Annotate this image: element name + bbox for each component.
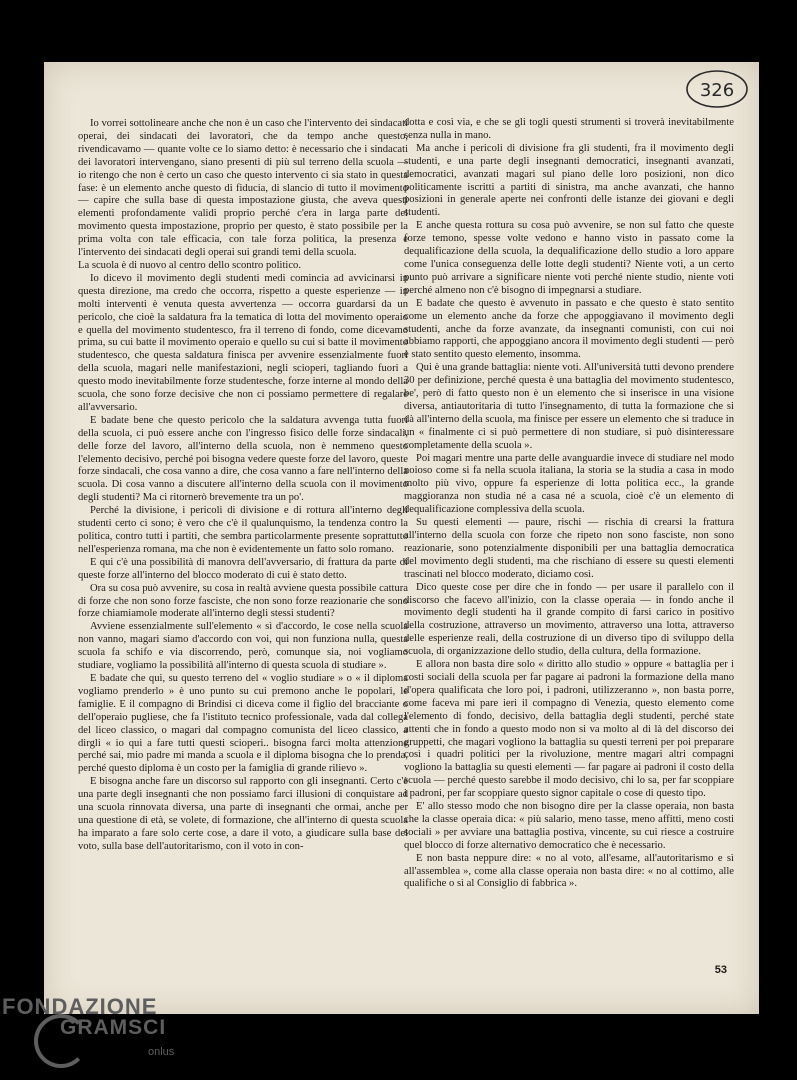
paragraph: Poi magari mentre una parte delle avanguardie invece di studiare nel modo noioso come si fa nella scuola italiana, la storia se la studia a casa in modo molto più vivo, oppure fa esperienze di lotta politica ecc., la grande maggioranza non studia né a casa né a scuola, cioè c'è un elemento di dequalificazione complessiva della scuola. xyxy=(404,452,734,516)
right-column xyxy=(404,117,734,891)
page-number: 53 xyxy=(714,964,727,976)
paragraph: Avviene essenzialmente sull'elemento « sì d'accordo, le cose nella scuola non vanno, magari siamo d'accordo con voi, qui non funziona nulla, questa scuola fa schifo e via discorrendo, però, comunque sia, noi vogliamo studiare, vogliamo la possibilità all'interno di questa scuola di studiare ». xyxy=(78,621,408,672)
paragraph: Ora su cosa può avvenire, su cosa in realtà avviene questa possibile cattura di forze che non sono forze fasciste, che non sono forze reazionarie che sono forze chiamiamole moderate all'interno degli stessi studenti? xyxy=(78,582,408,620)
paragraph: E badate bene che questo pericolo che la saldatura avvenga tutta fuori della scuola, ci può essere anche con l'ingresso fisico delle forze sindacali, delle forze del lavoro, all'interno della scuola, non è nemmeno questo l'elemento decisivo, perché poi bisogna vedere queste forze del lavoro, queste forze sindacali, che cosa vanno a dire, che cosa vanno a fare nell'interno della scuola. Di cosa vanno a discutere all'interno della scuola con il movimento degli studenti? Ma ci ritornerò brevemente tra un po'. xyxy=(78,414,408,504)
left-column xyxy=(78,118,408,854)
paragraph: Perché la divisione, i pericoli di divisione e di rottura all'interno degli studenti certo ci sono; è vero che c'è il qualunquismo, la tendenza contro la politica, contro tutti i partiti, che sembra particolarmente presente soprattutto nell'esperienza romana, ma che non è evidentemente un fatto solo romano. xyxy=(78,505,408,555)
scanned-page xyxy=(44,62,759,1014)
paragraph: E badate che questo è avvenuto in passato e che questo è stato sentito come un elemento anche da forze che appoggiavano il movimento degli studenti, anche da forze avanzate, da insegnanti comunisti, con cui noi abbiamo rapporti, che appoggiano ancora il movimento degli studenti — però è stato sentito questo elemento, insomma. xyxy=(404,297,734,361)
paragraph: E allora non basta dire solo « diritto allo studio » oppure « battaglia per i costi sociali della scuola per far pagare ai padroni la formazione della mano d'opera qualificata che loro poi, i padroni, utilizzeranno », non basta porre, come faceva mi pare ieri il compagno di Venezia, questo elemento come l'elemento di fondo, decisivo, della battaglia degli studenti, perché state attenti che in fondo a questo modo non si va molto al di là del discorso dei gruppetti, che magari vogliono la battaglia su questi terreni per poi preparare così i quadri politici per la rivoluzione, mentre magari altri compagni vogliono la battaglia su questi elementi — far pagare ai padroni il costo della scuola — perché questo sarebbe il modo decisivo, chi lo sa, per far scoppiare i padroni, per far scoppiare questo signor capitale o cose di questo tipo. xyxy=(404,659,734,800)
watermark-line2: GRAMSCI xyxy=(60,1016,167,1039)
paragraph: dotta e così via, e che se gli togli questi strumenti si troverà inevitabilmente senza nulla in mano. xyxy=(404,117,734,141)
paragraph: E non basta neppure dire: « no al voto, all'esame, all'autoritarismo e sì all'assemblea », come alla classe operaia non basta dire: « no al cottimo, alle qualifiche o sì al Consiglio di fabbrica ». xyxy=(404,852,734,890)
watermark-logo xyxy=(0,994,230,1080)
paragraph: E badate che qui, su questo terreno del « voglio studiare » o « il diploma vogliamo prenderlo » è uno punto su cui premono anche le popolari, le famiglie. E il compagno di Brindisi ci diceva come il figlio del bracciante o dell'operaio pugliese, che fa l'istituto tecnico professionale, vada dal collega del liceo classico, o magari dal compagno comunista del liceo classico, a dirgli « io qui a fare tutti questi scioperi.. bisogna farci molta attenzione perché sai, mio padre mi manda a scuola e il diploma bisogna che lo prenda, perché questo diploma è un costo per la famiglia di grande rilievo ». xyxy=(78,672,408,775)
circled-number-icon xyxy=(684,68,750,110)
paragraph: E bisogna anche fare un discorso sul rapporto con gli insegnanti. Certo c'è una parte degli insegnanti che non possiamo farci illusioni di conquistare ad una scuola rinnovata diversa, una parte di insegnanti che ormai, anche per una questione di età, se volete, di formazione, che all'interno di questa scuola ha imparato a fare solo certe cose, a dare il voto, a giudicare sulla base del voto, sulla base dell'autoritarismo, con il voto in con- xyxy=(78,776,408,852)
paragraph: E qui c'è una possibilità di manovra dell'avversario, di frattura da parte di queste forze all'interno del blocco moderato di cui è stato detto. xyxy=(78,556,408,581)
watermark-line1: FONDAZIONE xyxy=(2,994,158,1019)
paragraph: La scuola è di nuovo al centro dello scontro politico. xyxy=(78,259,301,271)
paragraph: Io vorrei sottolineare anche che non è un caso che l'intervento dei sindacati operai, dei sindacati dei lavoratori, che da tempo anche questo, rivendicavamo — quante volte ce lo siamo detto: è necessario che i sindacati dei lavoratori intervengano, siano presenti di più sul terreno della scuola — io ritengo che non è certo un caso che questo intervento ci sia stato in questa fase: è un elemento anche questo di fiducia, di slancio di tutto il movimento — capire che sulla base di questa impostazione giusta, che aveva questi elementi profondamente validi proprio perché c'era in larga parte del movimento questa impostazione, proprio per questo, è stato possibile per la prima volta con tale efficacia, con tale forza politica, la presenza e l'intervento dei sindacati degli operai sui grandi temi della scuola. xyxy=(78,118,408,259)
handwritten-number: 326 xyxy=(699,80,735,101)
paragraph: Dico queste cose per dire che in fondo — per usare il parallelo con il discorso che facevo all'inizio, con la classe operaia — in fondo anche il movimento degli studenti ha il grande compito di farsi carico in positivo della costruzione, attraverso un movimento, attraverso una lotta, attraverso delle esperienze reali, della costruzione di un diverso tipo di sviluppo della scuola, di organizzazione dello studio, della cultura, della formazione. xyxy=(404,581,734,658)
paragraph: Ma anche i pericoli di divisione fra gli studenti, fra il movimento degli studenti, e una parte degli insegnanti democratici, insegnanti avanzati, democratici, avanzati magari sul piano delle loro posizioni, non dico politicamente iscritti a partiti di sinistra, ma anche avanzati, che hanno posizioni in generale aperte nei confronti delle istanze dei giovani e degli studenti. xyxy=(404,142,734,219)
paragraph: Qui è una grande battaglia: niente voti. All'università tutti devono prendere 30 per definizione, perché questa è una battaglia del movimento studentesco, be', però di fatto questo non è un elemento che si inserisce in una visione diversa, antiautoritaria di tutto l'insegnamento, di tutta la formazione che si dà all'interno della scuola, ma finisce per essere un elemento che si traduce in un « finalmente ci si può permettere di non studiare, si può disinteressare completamente della scuola ». xyxy=(404,362,734,451)
paragraph: E anche questa rottura su cosa può avvenire, se non sul fatto che queste forze temono, spesse volte vedono e hanno visto in passato come la dequalificazione della scuola, la dequalificazione dello studio a loro appare come l'unica conseguenza delle lotte degli studenti? Niente voti, a un certo punto può arrivare a significare niente voti perché niente studio, niente voti perché almeno non c'è bisogno di impegnarsi a studiare. xyxy=(404,220,734,296)
paragraph: Io dicevo il movimento degli studenti medi comincia ad avvicinarsi in questa direzione, ma credo che occorra, rispetto a queste esperienze — in molti interventi è venuta questa avvertenza — occorra guardarsi da un pericolo, che cioè la saldatura fra la tematica di lotta del movimento operaio e quella del movimento studentesco, fra il terreno di fondo, come dicevamo prima, su cui batte il movimento operaio e quello su cui si batte il movimento studentesco, che questa saldatura finisca per avvenire essenzialmente fuori della scuola, magari nelle manifestazioni, negli scioperi, tagliando fuori a questo modo inevitabilmente forze studentesche, forze interne al mondo della scuola, che sono forze decisive che non ci possiamo permettere di regalare all'avversario. xyxy=(78,272,408,413)
paragraph: E' allo stesso modo che non bisogno dire per la classe operaia, non basta che la classe operaia dica: « più salario, meno tasse, meno affitti, meno costi sociali » per avviare una battaglia postiva, vincente, su cui riesce a costruire quel blocco di forze alternativo democratico che è necessario. xyxy=(404,801,734,851)
watermark-sub: onlus xyxy=(148,1046,175,1058)
paragraph: Su questi elementi — paure, rischi — rischia di crearsi la frattura all'interno della scuola con forze che ripeto non sono fasciste, non sono reazionarie, sono potenzialmente disponibili per una battaglia democratica del movimento degli studenti, ma che rischiano di essere su questi elementi trascinati nel blocco moderato, diciamo così. xyxy=(404,517,734,580)
handwritten-page-annotation xyxy=(684,68,750,110)
